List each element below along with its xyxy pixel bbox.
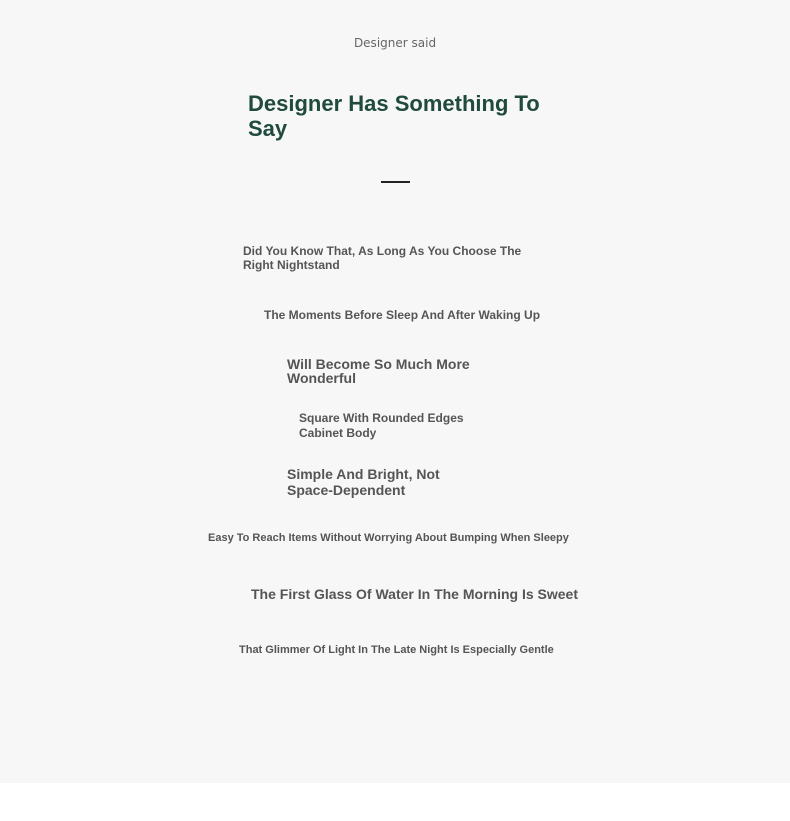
copy-line-glass-of-water: The First Glass Of Water In The Morning Is Sweet (251, 586, 578, 602)
section-eyebrow: Designer said (353, 36, 437, 50)
copy-line-moments: The Moments Before Sleep And After Waking Up (264, 308, 541, 322)
copy-line-easy-reach: Easy To Reach Items Without Worrying About Bumping When Sleepy (208, 532, 569, 544)
copy-line-nightstand: Did You Know That, As Long As You Choose The Right Nightstand (243, 244, 522, 272)
title-divider (381, 181, 410, 183)
copy-line-glimmer-of-light: That Glimmer Of Light In The Late Night Is Especially Gentle (239, 644, 554, 656)
copy-line-wonderful: Will Become So Much More Wonderful (287, 356, 470, 386)
section-title: Designer Has Something To Say (248, 91, 540, 141)
copy-line-simple-bright: Simple And Bright, Not Space-Dependent (287, 466, 440, 498)
copy-line-cabinet-body: Square With Rounded Edges Cabinet Body (299, 411, 464, 440)
